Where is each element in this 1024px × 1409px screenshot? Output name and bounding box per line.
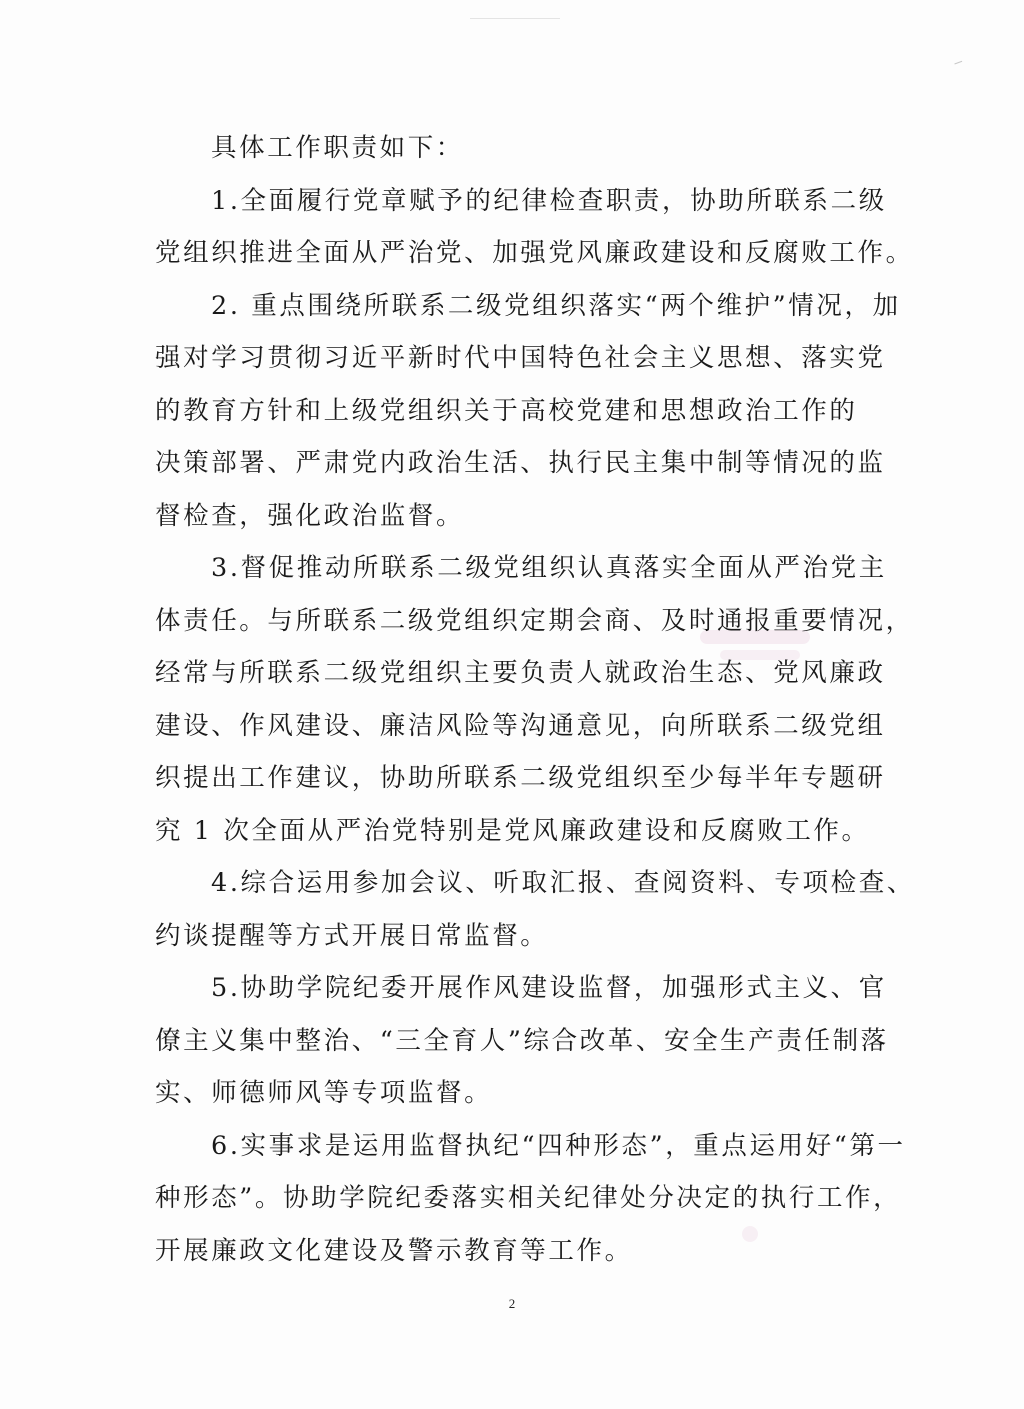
item-6-line: 种形态”。协助学院纪委落实相关纪律处分决定的执行工作， <box>155 1183 902 1213</box>
item-6-line: 开展廉政文化建设及警示教育等工作。 <box>155 1235 633 1266</box>
item-3-line: 织提出工作建议，协助所联系二级党组织至少每半年专题研 <box>155 763 886 793</box>
item-2-line: 督检查，强化政治监督。 <box>155 500 465 531</box>
item-3-line: 体责任。与所联系二级党组织定期会商、及时通报重要情况， <box>155 605 914 636</box>
item-2-line: 的教育方针和上级党组织关于高校党建和思想政治工作的 <box>155 395 858 426</box>
item-5-line: 实、师德师风等专项监督。 <box>155 1078 493 1108</box>
document-body <box>155 122 915 1277</box>
item-1-line: 党组织推进全面从严治党、加强党风廉政建设和反腐败工作。 <box>155 238 914 268</box>
item-2-line: 2. 重点围绕所联系二级党组织落实“两个维护”情况，加 <box>211 290 901 321</box>
scan-artifact <box>954 61 963 68</box>
item-2-line: 强对学习贯彻习近平新时代中国特色社会主义思想、落实党 <box>155 343 886 373</box>
item-5-line: 5.协助学院纪委开展作风建设监督，加强形式主义、官 <box>211 973 887 1003</box>
item-3-line: 究 1 次全面从严治党特别是党风廉政建设和反腐败工作。 <box>155 815 870 846</box>
scan-artifact <box>470 18 560 19</box>
paragraph-intro-line: 具体工作职责如下： <box>211 133 464 163</box>
item-2-line: 决策部署、严肃党内政治生活、执行民主集中制等情况的监 <box>155 448 886 478</box>
item-4-line: 约谈提醒等方式开展日常监督。 <box>155 920 549 951</box>
item-5-line: 僚主义集中整治、“三全育人”综合改革、安全生产责任制落 <box>155 1025 889 1056</box>
page-number: 2 <box>508 1296 516 1311</box>
item-3-line: 建设、作风建设、廉洁风险等沟通意见，向所联系二级党组 <box>155 710 886 741</box>
item-3-line: 经常与所联系二级党组织主要负责人就政治生态、党风廉政 <box>155 658 886 688</box>
item-6-line: 6.实事求是运用监督执纪“四种形态”，重点运用好“第一 <box>211 1130 906 1161</box>
item-3-line: 3.督促推动所联系二级党组织认真落实全面从严治党主 <box>211 553 887 583</box>
item-1-line: 1.全面履行党章赋予的纪律检查职责，协助所联系二级 <box>211 185 887 216</box>
item-4-line: 4.综合运用参加会议、听取汇报、查阅资料、专项检查、 <box>211 868 915 898</box>
